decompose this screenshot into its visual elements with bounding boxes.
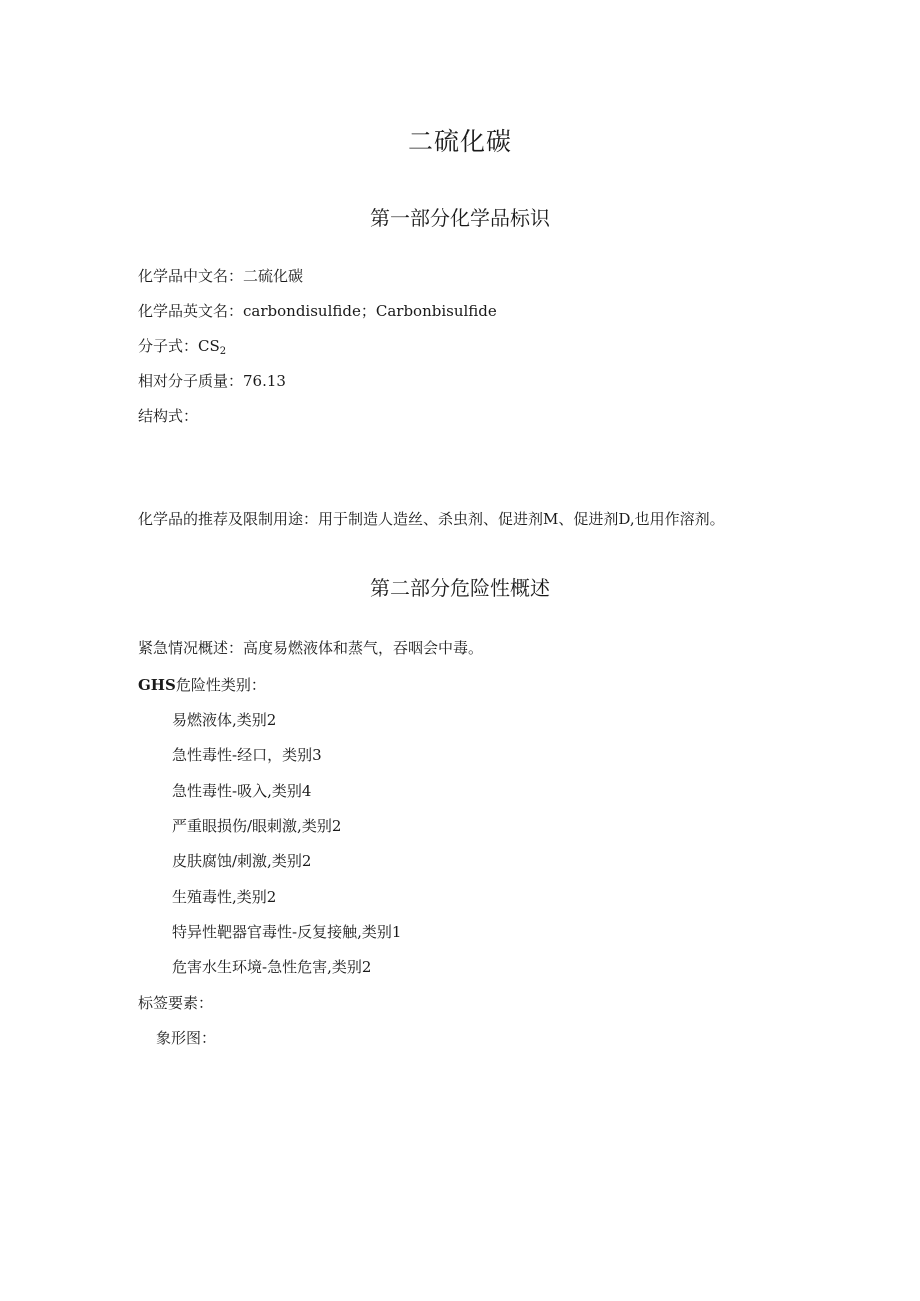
formula-subscript: 2 <box>219 346 227 357</box>
en-name-label: 化学品英文名： <box>138 302 244 320</box>
emergency-label: 紧急情况概述： <box>138 639 244 657</box>
usage-label: 化学品的推荐及限制用途： <box>138 510 319 528</box>
ghs-category-item: 急性毒性-经口，类别3 <box>172 746 322 764</box>
ghs-label: 危险性类别： <box>175 676 266 694</box>
label-elements-row <box>138 993 213 1013</box>
section2-heading: 第二部分危险性概述 <box>370 576 550 600</box>
mass-value: 76.13 <box>243 372 286 390</box>
cn-name-value: 二硫化碳 <box>243 267 304 285</box>
ghs-category-item: 严重眼损伤/眼刺激,类别2 <box>172 817 342 835</box>
ghs-category-item: 急性毒性-吸入,类别4 <box>172 782 312 800</box>
cn-name-label: 化学品中文名： <box>138 267 244 285</box>
pictogram-label: 象形图： <box>156 1029 217 1047</box>
en-name-row <box>138 301 497 321</box>
usage-row <box>138 509 725 529</box>
formula-value: CS <box>198 337 220 355</box>
section1-heading: 第一部分化学品标识 <box>370 206 550 230</box>
emergency-row <box>138 638 483 658</box>
formula-row <box>138 336 226 362</box>
document-title: 二硫化碳 <box>407 127 512 156</box>
ghs-category-item: 危害水生环境-急性危害,类别2 <box>172 958 372 976</box>
cn-name-row <box>138 266 303 286</box>
en-name-value: carbondisulfide；Carbonbisulfide <box>243 302 497 320</box>
ghs-row <box>138 675 266 695</box>
structure-row <box>138 406 198 426</box>
pictogram-row <box>156 1028 216 1048</box>
emergency-value: 高度易燃液体和蒸气，吞咽会中毒。 <box>243 639 484 657</box>
ghs-category-item: 生殖毒性,类别2 <box>172 888 277 906</box>
mass-row <box>138 371 286 391</box>
label-elements-label: 标签要素： <box>138 994 214 1012</box>
usage-value: 用于制造人造丝、杀虫剂、促进剂M、促进剂D,也用作溶剂。 <box>318 510 725 528</box>
ghs-prefix: GHS <box>138 676 176 694</box>
ghs-category-item: 皮肤腐蚀/刺激,类别2 <box>172 852 312 870</box>
structure-label: 结构式： <box>138 407 199 425</box>
ghs-category-item: 特异性靶器官毒性-反复接触,类别1 <box>172 923 402 941</box>
ghs-category-item: 易燃液体,类别2 <box>172 711 277 729</box>
mass-label: 相对分子质量： <box>138 372 244 390</box>
formula-label: 分子式： <box>138 337 199 355</box>
